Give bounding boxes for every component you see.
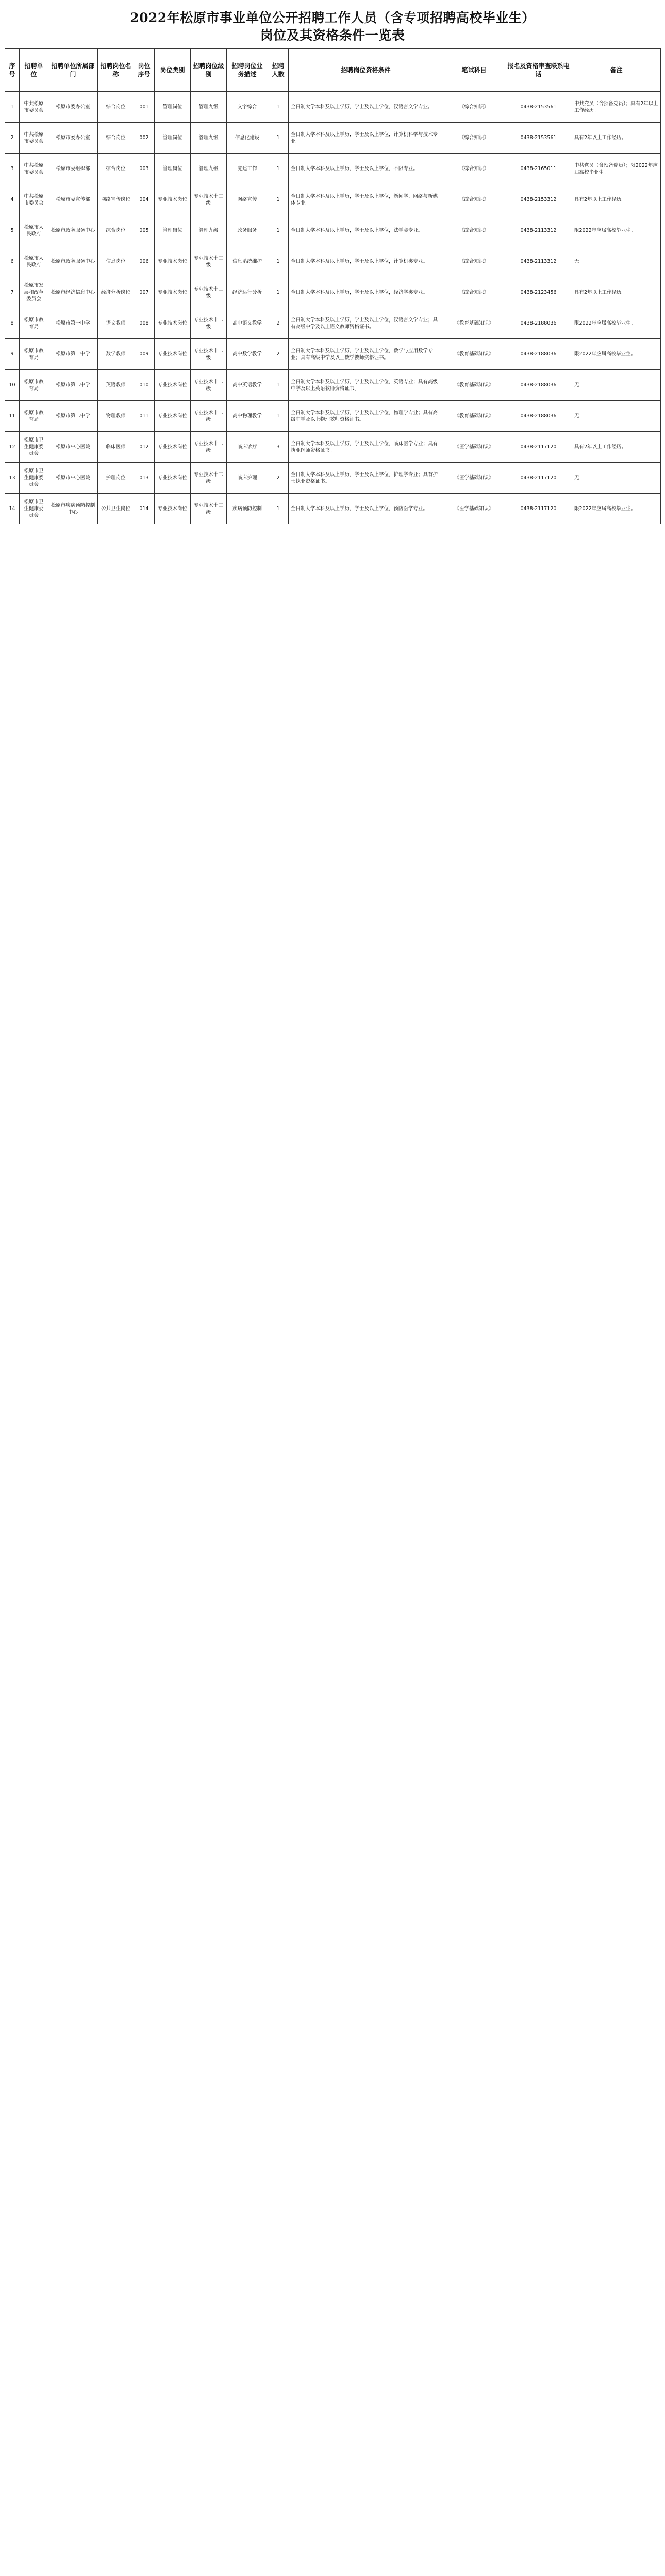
cell-position-name: 综合岗位 <box>98 123 134 154</box>
cell-position-name: 网络宣传岗位 <box>98 184 134 215</box>
cell-department: 松原市疾病预防控制中心 <box>48 494 98 524</box>
cell-position-name: 语文教师 <box>98 308 134 339</box>
header-qualifications: 招聘岗位资格条件 <box>289 49 443 92</box>
cell-position-category: 管理岗位 <box>155 123 191 154</box>
cell-employer: 松原市教育局 <box>20 339 48 370</box>
cell-position-level: 专业技术十二级 <box>191 246 227 277</box>
cell-index: 1 <box>5 92 20 123</box>
cell-contact-phone: 0438-2123456 <box>505 277 572 308</box>
cell-position-category: 专业技术岗位 <box>155 308 191 339</box>
cell-position-code: 012 <box>134 432 155 463</box>
cell-contact-phone: 0438-2188036 <box>505 370 572 401</box>
cell-position-code: 004 <box>134 184 155 215</box>
cell-position-name: 英语教师 <box>98 370 134 401</box>
cell-position-code: 002 <box>134 123 155 154</box>
cell-contact-phone: 0438-2113312 <box>505 246 572 277</box>
cell-position-level: 专业技术十二级 <box>191 432 227 463</box>
cell-headcount: 1 <box>268 123 289 154</box>
header-index: 序号 <box>5 49 20 92</box>
cell-remarks: 限2022年应届高校毕业生。 <box>572 494 661 524</box>
cell-job-description: 经济运行分析 <box>227 277 268 308</box>
table-row <box>5 401 661 432</box>
table-row <box>5 494 661 524</box>
cell-qualifications: 全日制大学本科及以上学历，学士及以上学位，法学类专业。 <box>289 215 443 246</box>
cell-job-description: 临床诊疗 <box>227 432 268 463</box>
header-department: 招聘单位所属部门 <box>48 49 98 92</box>
cell-contact-phone: 0438-2165011 <box>505 154 572 184</box>
cell-remarks: 限2022年应届高校毕业生。 <box>572 308 661 339</box>
cell-department: 松原市第二中学 <box>48 370 98 401</box>
cell-contact-phone: 0438-2117120 <box>505 432 572 463</box>
cell-index: 4 <box>5 184 20 215</box>
cell-index: 8 <box>5 308 20 339</box>
cell-employer: 中共松原市委员会 <box>20 184 48 215</box>
cell-position-name: 临床医师 <box>98 432 134 463</box>
header-headcount: 招聘人数 <box>268 49 289 92</box>
cell-headcount: 3 <box>268 432 289 463</box>
table-row <box>5 339 661 370</box>
cell-position-level: 专业技术十二级 <box>191 184 227 215</box>
cell-job-description: 文字综合 <box>227 92 268 123</box>
header-position-category: 岗位类别 <box>155 49 191 92</box>
cell-position-level: 专业技术十二级 <box>191 370 227 401</box>
cell-job-description: 高中英语教学 <box>227 370 268 401</box>
cell-position-category: 专业技术岗位 <box>155 494 191 524</box>
cell-position-name: 综合岗位 <box>98 154 134 184</box>
cell-department: 松原市经济信息中心 <box>48 277 98 308</box>
cell-remarks: 具有2年以上工作经历。 <box>572 277 661 308</box>
table-row <box>5 277 661 308</box>
cell-position-category: 管理岗位 <box>155 215 191 246</box>
cell-department: 松原市委宣传部 <box>48 184 98 215</box>
cell-headcount: 1 <box>268 277 289 308</box>
cell-position-level: 管理九级 <box>191 215 227 246</box>
cell-position-code: 001 <box>134 92 155 123</box>
cell-index: 12 <box>5 432 20 463</box>
table-row <box>5 215 661 246</box>
cell-position-code: 013 <box>134 463 155 494</box>
cell-exam-subject: 《综合知识》 <box>443 277 505 308</box>
cell-headcount: 1 <box>268 154 289 184</box>
cell-remarks: 具有2年以上工作经历。 <box>572 184 661 215</box>
cell-department: 松原市中心医院 <box>48 432 98 463</box>
cell-remarks: 无 <box>572 246 661 277</box>
cell-position-level: 专业技术十二级 <box>191 339 227 370</box>
cell-position-name: 物理教师 <box>98 401 134 432</box>
cell-contact-phone: 0438-2117120 <box>505 494 572 524</box>
table-row <box>5 92 661 123</box>
cell-employer: 松原市教育局 <box>20 401 48 432</box>
table-body <box>5 92 661 524</box>
cell-position-name: 信息岗位 <box>98 246 134 277</box>
cell-position-code: 003 <box>134 154 155 184</box>
cell-department: 松原市第一中学 <box>48 339 98 370</box>
title-line-1: 2022年松原市事业单位公开招聘工作人员（含专项招聘高校毕业生） <box>130 10 535 25</box>
cell-employer: 松原市人民政府 <box>20 246 48 277</box>
cell-exam-subject: 《综合知识》 <box>443 215 505 246</box>
title-line-2: 岗位及其资格条件一览表 <box>260 28 405 43</box>
cell-headcount: 2 <box>268 339 289 370</box>
cell-position-code: 005 <box>134 215 155 246</box>
table-row <box>5 463 661 494</box>
cell-qualifications: 全日制大学本科及以上学历，学士及以上学位，数学与应用数学专业；具有高级中学及以上数学教师资格证书。 <box>289 339 443 370</box>
cell-remarks: 具有2年以上工作经历。 <box>572 123 661 154</box>
cell-contact-phone: 0438-2153561 <box>505 92 572 123</box>
cell-position-code: 006 <box>134 246 155 277</box>
cell-department: 松原市政务服务中心 <box>48 246 98 277</box>
cell-qualifications: 全日制大学本科及以上学历，学士及以上学位，英语专业；具有高级中学及以上英语教师资格证书。 <box>289 370 443 401</box>
cell-position-name: 经济分析岗位 <box>98 277 134 308</box>
cell-job-description: 临床护理 <box>227 463 268 494</box>
cell-position-category: 专业技术岗位 <box>155 184 191 215</box>
cell-exam-subject: 《综合知识》 <box>443 154 505 184</box>
cell-position-category: 专业技术岗位 <box>155 370 191 401</box>
cell-position-level: 管理九级 <box>191 154 227 184</box>
header-job-description: 招聘岗位业务描述 <box>227 49 268 92</box>
table-row <box>5 154 661 184</box>
document-title <box>5 9 660 44</box>
cell-position-category: 专业技术岗位 <box>155 463 191 494</box>
cell-employer: 松原市卫生健康委员会 <box>20 463 48 494</box>
cell-position-code: 010 <box>134 370 155 401</box>
cell-department: 松原市第二中学 <box>48 401 98 432</box>
cell-remarks: 限2022年应届高校毕业生。 <box>572 215 661 246</box>
cell-index: 7 <box>5 277 20 308</box>
cell-position-level: 管理九级 <box>191 123 227 154</box>
cell-contact-phone: 0438-2188036 <box>505 308 572 339</box>
cell-position-code: 014 <box>134 494 155 524</box>
table-row <box>5 246 661 277</box>
cell-job-description: 高中语文教学 <box>227 308 268 339</box>
cell-position-category: 专业技术岗位 <box>155 432 191 463</box>
cell-exam-subject: 《教育基础知识》 <box>443 401 505 432</box>
cell-job-description: 党建工作 <box>227 154 268 184</box>
cell-position-level: 专业技术十二级 <box>191 308 227 339</box>
cell-position-category: 专业技术岗位 <box>155 339 191 370</box>
cell-index: 10 <box>5 370 20 401</box>
header-position-level: 招聘岗位级别 <box>191 49 227 92</box>
cell-position-category: 管理岗位 <box>155 92 191 123</box>
cell-position-name: 综合岗位 <box>98 92 134 123</box>
cell-qualifications: 全日制大学本科及以上学历，学士及以上学位，汉语言文学专业；具有高级中学及以上语文教师资格证书。 <box>289 308 443 339</box>
cell-position-name: 数学教师 <box>98 339 134 370</box>
cell-qualifications: 全日制大学本科及以上学历，学士及以上学位，经济学类专业。 <box>289 277 443 308</box>
cell-exam-subject: 《综合知识》 <box>443 246 505 277</box>
cell-contact-phone: 0438-2113312 <box>505 215 572 246</box>
cell-employer: 松原市发展和改革委员会 <box>20 277 48 308</box>
cell-index: 3 <box>5 154 20 184</box>
cell-index: 14 <box>5 494 20 524</box>
header-exam-subject: 笔试科目 <box>443 49 505 92</box>
cell-position-name: 综合岗位 <box>98 215 134 246</box>
cell-qualifications: 全日制大学本科及以上学历，学士及以上学位，不限专业。 <box>289 154 443 184</box>
cell-qualifications: 全日制大学本科及以上学历，学士及以上学位，护理学专业；具有护士执业资格证书。 <box>289 463 443 494</box>
cell-job-description: 信息系统维护 <box>227 246 268 277</box>
table-row <box>5 308 661 339</box>
table-row <box>5 123 661 154</box>
cell-remarks: 无 <box>572 401 661 432</box>
cell-index: 11 <box>5 401 20 432</box>
table-header-row <box>5 49 661 92</box>
cell-qualifications: 全日制大学本科及以上学历，学士及以上学位，临床医学专业；具有执业医师资格证书。 <box>289 432 443 463</box>
cell-job-description: 网络宣传 <box>227 184 268 215</box>
cell-index: 9 <box>5 339 20 370</box>
cell-position-code: 007 <box>134 277 155 308</box>
cell-remarks: 中共党员（含预备党员）；具有2年以上工作经历。 <box>572 92 661 123</box>
cell-index: 2 <box>5 123 20 154</box>
cell-contact-phone: 0438-2153312 <box>505 184 572 215</box>
cell-department: 松原市委办公室 <box>48 92 98 123</box>
cell-contact-phone: 0438-2188036 <box>505 339 572 370</box>
cell-headcount: 1 <box>268 494 289 524</box>
cell-remarks: 中共党员（含预备党员）；限2022年应届高校毕业生。 <box>572 154 661 184</box>
cell-index: 13 <box>5 463 20 494</box>
cell-position-code: 008 <box>134 308 155 339</box>
cell-position-level: 专业技术十二级 <box>191 277 227 308</box>
cell-exam-subject: 《医学基础知识》 <box>443 494 505 524</box>
header-contact-phone: 报名及资格审查联系电话 <box>505 49 572 92</box>
cell-employer: 中共松原市委员会 <box>20 92 48 123</box>
cell-qualifications: 全日制大学本科及以上学历，学士及以上学位，预防医学专业。 <box>289 494 443 524</box>
cell-position-level: 专业技术十二级 <box>191 463 227 494</box>
cell-employer: 松原市卫生健康委员会 <box>20 494 48 524</box>
cell-contact-phone: 0438-2153561 <box>505 123 572 154</box>
cell-exam-subject: 《教育基础知识》 <box>443 370 505 401</box>
cell-department: 松原市中心医院 <box>48 463 98 494</box>
cell-position-level: 管理九级 <box>191 92 227 123</box>
cell-position-level: 专业技术十二级 <box>191 401 227 432</box>
cell-job-description: 高中数学教学 <box>227 339 268 370</box>
cell-department: 松原市委组织部 <box>48 154 98 184</box>
cell-exam-subject: 《医学基础知识》 <box>443 432 505 463</box>
header-remarks: 备注 <box>572 49 661 92</box>
cell-job-description: 高中物理教学 <box>227 401 268 432</box>
cell-headcount: 1 <box>268 246 289 277</box>
cell-department: 松原市政务服务中心 <box>48 215 98 246</box>
table-row <box>5 432 661 463</box>
cell-index: 6 <box>5 246 20 277</box>
cell-contact-phone: 0438-2188036 <box>505 401 572 432</box>
cell-exam-subject: 《综合知识》 <box>443 123 505 154</box>
cell-position-category: 专业技术岗位 <box>155 401 191 432</box>
cell-position-name: 公共卫生岗位 <box>98 494 134 524</box>
cell-exam-subject: 《医学基础知识》 <box>443 463 505 494</box>
cell-job-description: 疾病预防控制 <box>227 494 268 524</box>
cell-employer: 中共松原市委员会 <box>20 123 48 154</box>
cell-remarks: 无 <box>572 370 661 401</box>
cell-qualifications: 全日制大学本科及以上学历，学士及以上学位，汉语言文学专业。 <box>289 92 443 123</box>
cell-department: 松原市委办公室 <box>48 123 98 154</box>
cell-position-name: 护理岗位 <box>98 463 134 494</box>
cell-contact-phone: 0438-2117120 <box>505 463 572 494</box>
cell-exam-subject: 《综合知识》 <box>443 92 505 123</box>
cell-headcount: 1 <box>268 215 289 246</box>
cell-job-description: 信息化建设 <box>227 123 268 154</box>
cell-employer: 松原市卫生健康委员会 <box>20 432 48 463</box>
cell-employer: 松原市人民政府 <box>20 215 48 246</box>
cell-qualifications: 全日制大学本科及以上学历，学士及以上学位，物理学专业；具有高级中学及以上物理教师资格证书。 <box>289 401 443 432</box>
header-employer: 招聘单位 <box>20 49 48 92</box>
cell-job-description: 政务服务 <box>227 215 268 246</box>
cell-position-level: 专业技术十二级 <box>191 494 227 524</box>
cell-index: 5 <box>5 215 20 246</box>
cell-remarks: 无 <box>572 463 661 494</box>
cell-department: 松原市第一中学 <box>48 308 98 339</box>
cell-position-code: 009 <box>134 339 155 370</box>
header-position-code: 岗位序号 <box>134 49 155 92</box>
cell-qualifications: 全日制大学本科及以上学历，学士及以上学位，新闻学、网络与新媒体专业。 <box>289 184 443 215</box>
table-row <box>5 370 661 401</box>
header-position-name: 招聘岗位名称 <box>98 49 134 92</box>
cell-position-category: 专业技术岗位 <box>155 277 191 308</box>
cell-headcount: 1 <box>268 370 289 401</box>
cell-headcount: 1 <box>268 184 289 215</box>
cell-exam-subject: 《教育基础知识》 <box>443 339 505 370</box>
cell-exam-subject: 《综合知识》 <box>443 184 505 215</box>
cell-qualifications: 全日制大学本科及以上学历，学士及以上学位，计算机科学与技术专业。 <box>289 123 443 154</box>
cell-headcount: 1 <box>268 92 289 123</box>
cell-headcount: 2 <box>268 463 289 494</box>
cell-qualifications: 全日制大学本科及以上学历，学士及以上学位，计算机类专业。 <box>289 246 443 277</box>
cell-exam-subject: 《教育基础知识》 <box>443 308 505 339</box>
cell-remarks: 具有2年以上工作经历。 <box>572 432 661 463</box>
cell-employer: 中共松原市委员会 <box>20 154 48 184</box>
cell-position-category: 专业技术岗位 <box>155 246 191 277</box>
table-row <box>5 184 661 215</box>
positions-table <box>5 48 661 524</box>
cell-position-code: 011 <box>134 401 155 432</box>
cell-headcount: 1 <box>268 401 289 432</box>
cell-employer: 松原市教育局 <box>20 308 48 339</box>
cell-headcount: 2 <box>268 308 289 339</box>
cell-employer: 松原市教育局 <box>20 370 48 401</box>
cell-remarks: 限2022年应届高校毕业生。 <box>572 339 661 370</box>
cell-position-category: 管理岗位 <box>155 154 191 184</box>
